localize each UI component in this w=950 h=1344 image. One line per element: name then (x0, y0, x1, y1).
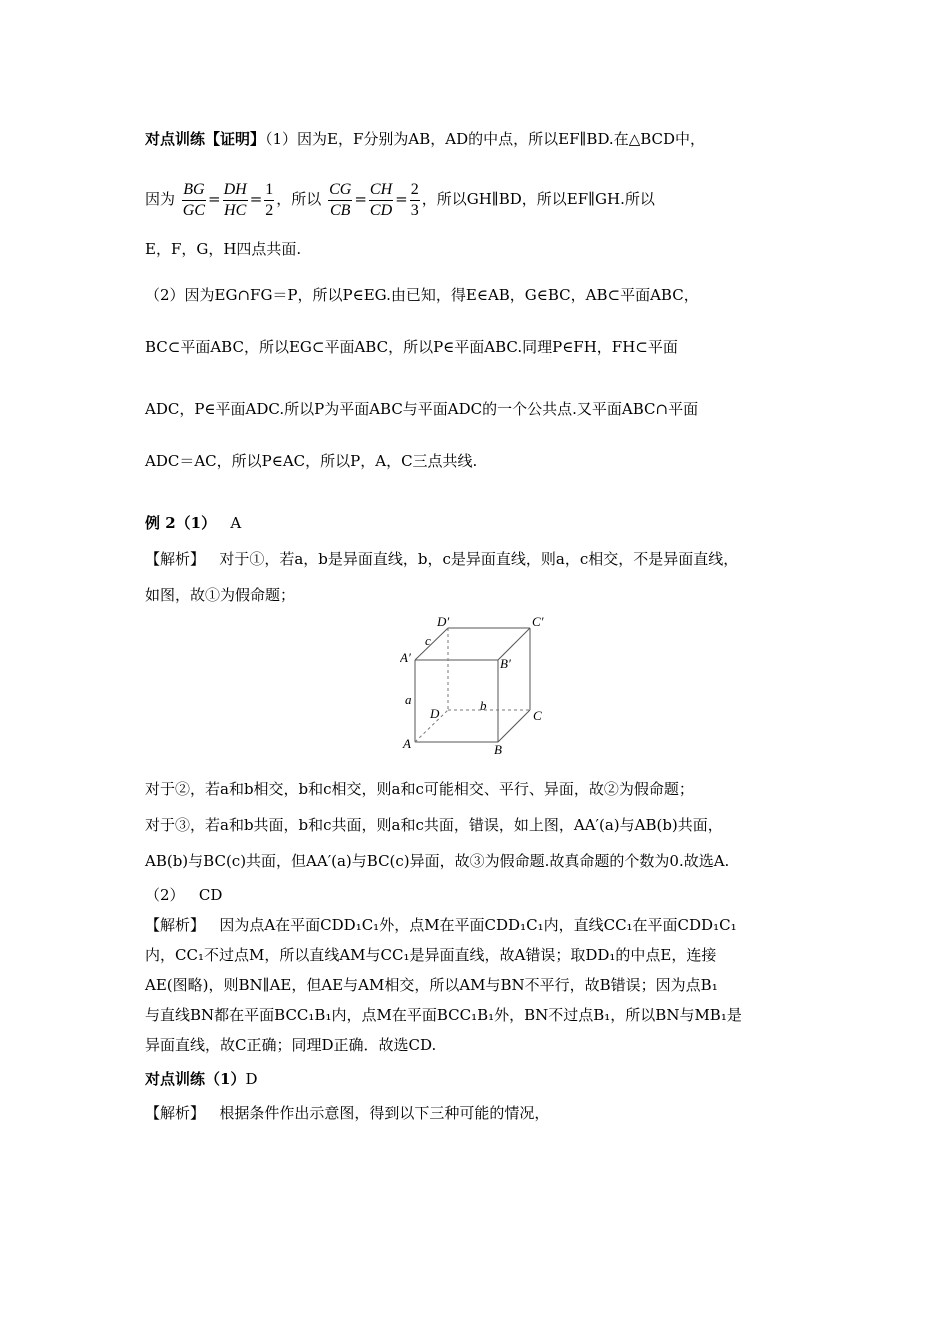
fraction-cg-cb: $\frac{CG}{CB}$ (329, 180, 352, 219)
fraction-ch-cd: $\frac{CH}{CD}$ (369, 180, 393, 219)
label-a-line: a (405, 692, 412, 707)
p2-line1: （2）因为EG∩FG＝P，所以P∈EG.由已知，得E∈AB，G∈BC，AB⊂平面ABC， (145, 286, 699, 304)
ex2-a4: 对于③，若a和b共面，b和c共面，则a和c共面，错误，如上图，AA′(a)与AB(b)共面， (145, 816, 723, 834)
analysis-label: 【解析】 (145, 550, 206, 568)
label-c1: C′ (532, 614, 544, 629)
analysis-label: 【解析】 (145, 916, 206, 934)
ex2-b5: 异面直线，故C正确；同理D正确．故选CD. (145, 1036, 437, 1054)
ex2-a5: AB(b)与BC(c)共面，但AA′(a)与BC(c)异面，故③为假命题.故真命题的个数为0.故选A. (145, 852, 730, 870)
ex2-part2-heading: （2） (145, 886, 185, 904)
ex2-answer1: A (230, 514, 242, 532)
cube-figure (400, 612, 560, 760)
label-c: c (425, 633, 431, 648)
ex2-answer2: CD (198, 886, 223, 904)
fraction-1-2: $\frac{1}{2}$ (265, 180, 274, 219)
label-b-line: b (480, 698, 487, 713)
ex2-b1: 因为点A在平面CDD₁C₁外，点M在平面CDD₁C₁内，直线CC₁在平面CDD₁C₁ (219, 916, 737, 934)
train-analysis-line (145, 1102, 549, 1124)
ex2-a2: 如图，故①为假命题； (145, 586, 296, 604)
edge-a1-d1 (415, 628, 448, 660)
p1-line3: E，F，G，H四点共面. (145, 240, 302, 258)
label-a1: A′ (400, 650, 411, 665)
p1-text2c: ，所以GH∥BD，所以EF∥GH.所以 (421, 190, 655, 208)
p2-line3: ADC，P∈平面ADC.所以P为平面ABC与平面ADC的一个公共点.又平面ABC∩平面 (145, 400, 699, 418)
ex2-b1-line (145, 914, 737, 936)
p2-line2: BC⊂平面ABC，所以EG⊂平面ABC，所以P∈平面ABC.同理P∈FH，FH⊂平面 (145, 338, 678, 356)
p1-text2b: ，所以 (276, 190, 322, 208)
train-text: 根据条件作出示意图，得到以下三种可能的情况， (219, 1104, 550, 1122)
p1-text2a: 因为 (145, 190, 176, 208)
fraction-bg-gc: $\frac{BG}{GC}$ (182, 180, 206, 219)
fraction-2-3: $\frac{2}{3}$ (410, 180, 419, 219)
ex2-heading: 例 2（1） (145, 514, 217, 532)
ex2-a3: 对于②，若a和b相交，b和c相交，则a和c可能相交、平行、异面，故②为假命题； (145, 780, 694, 798)
ex2-b4: 与直线BN都在平面BCC₁B₁内，点M在平面BCC₁B₁外，BN不过点B₁，所以BN与MB₁是 (145, 1006, 742, 1024)
edge-b-c (498, 710, 530, 742)
ex2-a1: 对于①，若a，b是异面直线，b，c是异面直线，则a，c相交，不是异面直线， (219, 550, 739, 568)
label-d: D (430, 706, 440, 721)
label-c-vertex: C (533, 708, 542, 723)
train-answer: D (245, 1070, 258, 1088)
p2-line4: ADC＝AC，所以P∈AC，所以P，A，C三点共线. (145, 452, 478, 470)
fraction-dh-hc: $\frac{DH}{HC}$ (223, 180, 247, 219)
label-d1: D′ (437, 614, 450, 629)
proof-heading: 对点训练【证明】 (145, 130, 266, 148)
ex2-b2: 内，CC₁不过点M，所以直线AM与CC₁是异面直线，故A错误；取DD₁的中点E，连接 (145, 946, 717, 964)
ex2-b3: AE(图略)，则BN∥AE，但AE与AM相交，所以AM与BN不平行，故B错误；因为点B₁ (145, 976, 718, 994)
p1-text1: （1）因为E，F分别为AB，AD的中点，所以EF∥BD.在△BCD中， (265, 130, 706, 148)
p1-line1 (145, 128, 705, 150)
ex2-analysis-line1 (145, 548, 738, 570)
label-b: B (494, 742, 502, 757)
label-a: A (403, 736, 411, 751)
ex2-heading-line (145, 512, 241, 534)
train-heading: 对点训练（1） (145, 1070, 246, 1088)
analysis-label: 【解析】 (145, 1104, 206, 1122)
p1-line2: 因为 $\frac{BG}{GC}$ = $\frac{DH}{HC}$ = $\frac{1}{2}$ ，所以 $\frac{CG}{CB}$ = $\frac{CH}{CD}$ = $\frac{2}{3}$ ，所以GH∥BD，所以EF∥GH.所以 (145, 180, 655, 219)
ex2-part2-line (145, 884, 222, 906)
label-b1: B′ (500, 656, 511, 671)
train-heading-line (145, 1068, 257, 1090)
